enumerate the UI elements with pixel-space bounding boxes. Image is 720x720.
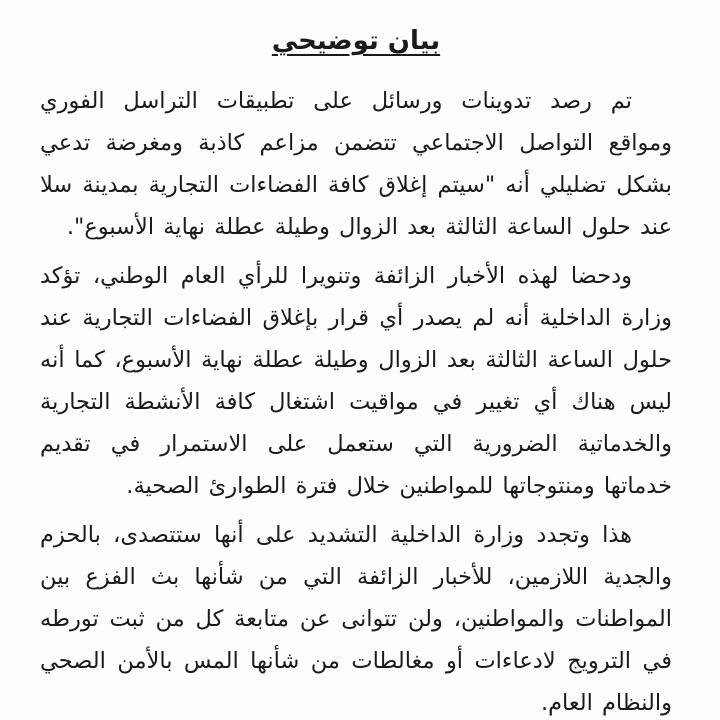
statement-paragraph-2: ودحضا لهذه الأخبار الزائفة وتنويرا للرأي العام الوطني، تؤكد وزارة الداخلية أنه لم يصدر أي قرار بإغلاق الفضاءات التجارية عند حلول الساعة الثالثة بعد الزوال وطيلة عطلة نهاية الأسبوع، كما أنه ليس هناك أي تغيير في مواقيت اشتغال كافة الأنشطة التجارية والخدماتية الضرورية التي ستعمل على الاستمرار في تقديم خدماتها ومنتوجاتها للمواطنين خلال فترة الطوارئ الصحية. [40, 263, 672, 499]
statement-paragraph-3: هذا وتجدد وزارة الداخلية التشديد على أنها ستتصدى، بالحزم والجدية اللازمين، للأخبار الزائفة التي من شأنها بث الفزع بين المواطنات والمواطنين، ولن تتوانى عن متابعة كل من ثبت تورطه في الترويج لادعاءات أو مغالطات من شأنها المس بالأمن الصحي والنظام العام. [40, 522, 672, 716]
statement-paragraph-1: تم رصد تدوينات ورسائل على تطبيقات التراسل الفوري ومواقع التواصل الاجتماعي تتضمن مزاعم كاذبة ومغرضة تدعي بشكل تضليلي أنه "سيتم إغلاق كافة الفضاءات التجارية بمدينة سلا عند حلول الساعة الثالثة بعد الزوال وطيلة عطلة نهاية الأسبوع". [40, 88, 672, 240]
statement-title: بيان توضيحي [271, 26, 441, 56]
